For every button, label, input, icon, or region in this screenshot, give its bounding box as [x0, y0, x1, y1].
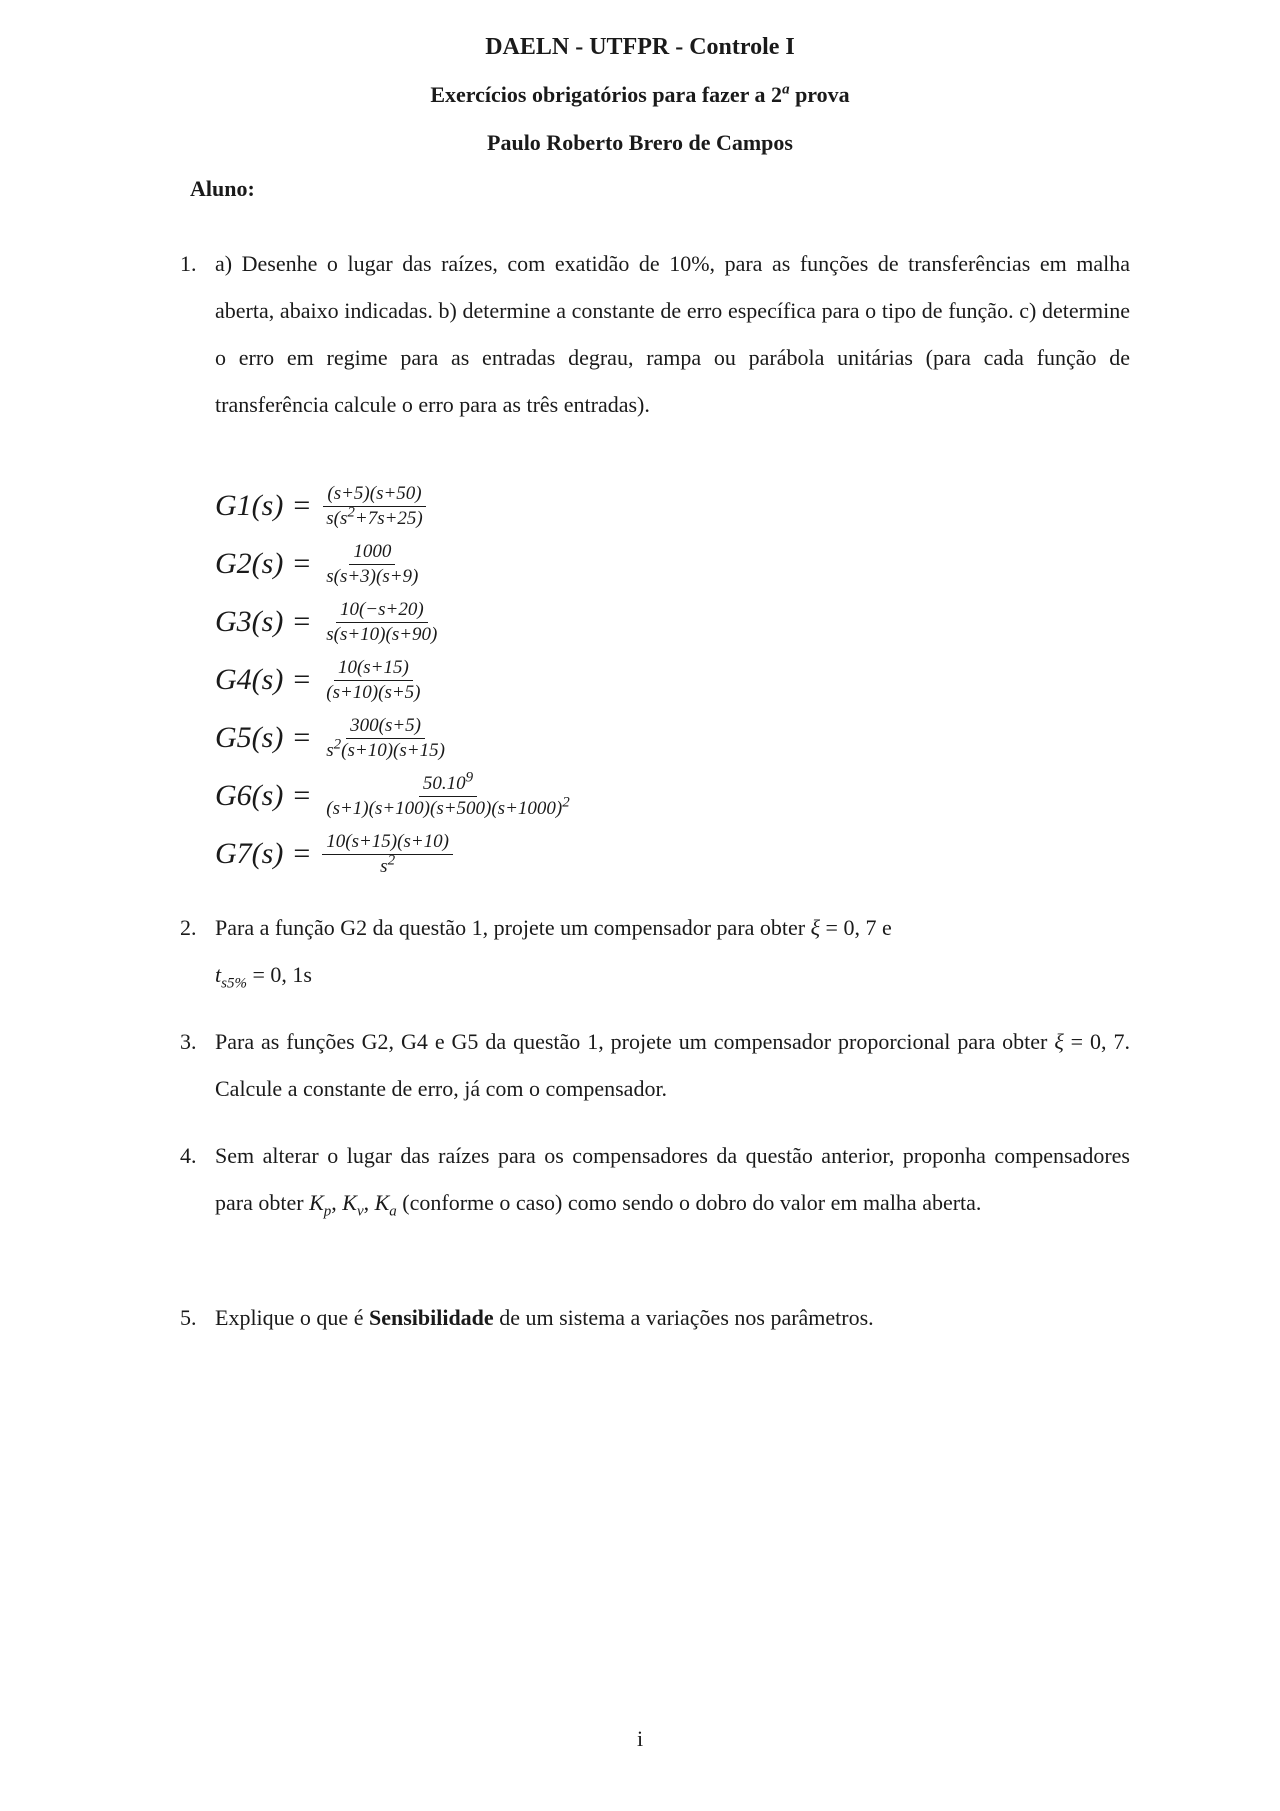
equals-sign: =	[293, 721, 311, 754]
question-4	[180, 1132, 1130, 1226]
equation-lhs: G2(s)	[215, 547, 284, 580]
denominator: s(s+3)(s+9)	[326, 565, 419, 587]
document-title: DAELN - UTFPR - Controle I	[485, 34, 795, 60]
denominator: (s+10)(s+5)	[326, 681, 421, 703]
bold-term: Sensibilidade	[368, 1305, 494, 1330]
question-text-part: Para as funções G2, G4 e G5 da questão 1, projete um compensador proporcional para obter	[215, 1029, 1055, 1054]
numerator: 10(s+15)(s+10)	[322, 831, 453, 855]
question-number: 5.	[180, 1305, 197, 1330]
question-text	[215, 1018, 1130, 1112]
fraction	[322, 831, 453, 878]
ka-subscript: a	[389, 1203, 397, 1220]
equation-lhs: G4(s)	[215, 663, 284, 696]
question-text	[215, 904, 1130, 998]
numerator-part: 50.10	[422, 772, 466, 794]
denominator-part: (s+1)(s+100)(s+500)(s+1000)	[326, 797, 563, 819]
fraction	[322, 483, 427, 530]
question-text-part: de um sistema a variações nos parâmetros.	[493, 1305, 874, 1330]
equation-g7	[215, 826, 453, 882]
question-text-part: (conforme o caso) como sendo o dobro do valor em malha aberta.	[396, 1190, 982, 1215]
equation-g6	[215, 768, 574, 824]
numerator	[419, 769, 477, 797]
question-text: Sem alterar o lugar das raízes para os compensadores da questão anterior, proponha compensadores para obter $K_p$, $K_v$, $K_a$ (conforme o caso) como sendo o dobro do valor em malha aberta.	[215, 1143, 1130, 1220]
question-text	[215, 1294, 1130, 1341]
fraction	[322, 657, 424, 704]
equals-sign: =	[293, 837, 311, 870]
equation-g1	[215, 478, 427, 534]
equals-sign: =	[293, 779, 311, 812]
exponent: 2	[333, 736, 342, 753]
question-number: 1.	[180, 251, 197, 276]
settling-time-symbol: t	[215, 962, 222, 987]
numerator: 10(−s+20)	[336, 599, 428, 623]
question-2	[180, 904, 1130, 998]
equals-sign: =	[293, 547, 311, 580]
numerator: 10(s+15)	[334, 657, 413, 681]
ka-symbol: K	[374, 1190, 390, 1215]
equation-lhs: G5(s)	[215, 721, 284, 754]
fraction	[322, 541, 422, 588]
question-number: 4.	[180, 1143, 197, 1168]
equals-sign: =	[293, 663, 311, 696]
denominator	[322, 794, 573, 820]
equation-lhs: G6(s)	[215, 779, 284, 812]
question-text-part: Para a função G2 da questão 1, projete um compensador para obter	[215, 915, 811, 940]
subtitle-prefix: Exercícios obrigatórios para fazer a 2	[430, 82, 783, 107]
fraction	[322, 769, 573, 820]
denominator	[322, 736, 449, 762]
denominator: s(s+10)(s+90)	[326, 623, 438, 645]
author-name: Paulo Roberto Brero de Campos	[487, 130, 793, 155]
equation-g3	[215, 594, 441, 650]
question-text: a) Desenhe o lugar das raízes, com exatidão de 10%, para as funções de transferências em malha aberta, abaixo indicadas. b) determine a constante de erro específica para o tipo de função. c) determine o erro em regime para as entradas degrau, rampa ou parábola unitárias (para cada função de transferência calcule o erro para as três entradas).	[215, 251, 1130, 417]
xi-symbol: ξ	[810, 915, 821, 940]
page-number: i	[636, 1726, 644, 1751]
numerator: 1000	[349, 541, 395, 565]
kv-subscript: v	[356, 1203, 364, 1220]
numerator: 300(s+5)	[346, 715, 425, 739]
exponent: 2	[562, 794, 570, 811]
denominator-part: s	[326, 739, 334, 761]
equation-lhs: G1(s)	[215, 489, 284, 522]
question-number: 2.	[180, 915, 197, 940]
kv-symbol: K	[342, 1190, 357, 1215]
question-text-part: Sem alterar o lugar das raízes para os compensadores da questão anterior, proponha compensadores para obter	[215, 1143, 1130, 1215]
denominator-part: s	[380, 855, 388, 877]
numerator: (s+5)(s+50)	[323, 483, 425, 507]
equation-lhs: G3(s)	[215, 605, 284, 638]
subtitle-superscript: a	[782, 81, 790, 98]
fraction	[322, 715, 449, 762]
kp-subscript: p	[323, 1203, 332, 1220]
equation-g5	[215, 710, 449, 766]
settling-time-value: = 0, 1s	[246, 962, 312, 987]
denominator	[322, 504, 427, 530]
question-3	[180, 1018, 1130, 1112]
denominator-part: (s+10)(s+15)	[341, 739, 445, 761]
question-number: 3.	[180, 1029, 197, 1054]
exponent: 2	[347, 504, 355, 521]
xi-symbol: ξ	[1054, 1029, 1064, 1054]
document-subtitle	[0, 82, 1280, 108]
exponent: 9	[465, 769, 474, 786]
question-text-part: = 0, 7 e	[820, 915, 892, 940]
fraction	[322, 599, 441, 646]
equation-lhs: G7(s)	[215, 837, 284, 870]
question-text-part: Explique o que é	[215, 1305, 369, 1330]
question-text-part: = 0, 7. Calcule a constante de erro, já com o compensador.	[215, 1029, 1130, 1101]
equals-sign: =	[293, 605, 311, 638]
subtitle-suffix: prova	[789, 82, 850, 107]
equation-g4	[215, 652, 425, 708]
denominator	[376, 852, 399, 878]
equals-sign: =	[293, 489, 311, 522]
student-label: Aluno:	[190, 176, 255, 201]
question-1	[180, 240, 1130, 428]
denominator-part: s(s	[326, 507, 348, 529]
equation-g2	[215, 536, 422, 592]
kp-symbol: K	[309, 1190, 324, 1215]
settling-time-subscript: s5%	[221, 975, 247, 992]
exponent: 2	[387, 852, 396, 869]
question-5	[180, 1294, 1130, 1341]
denominator-part: +7s+25)	[354, 507, 423, 529]
